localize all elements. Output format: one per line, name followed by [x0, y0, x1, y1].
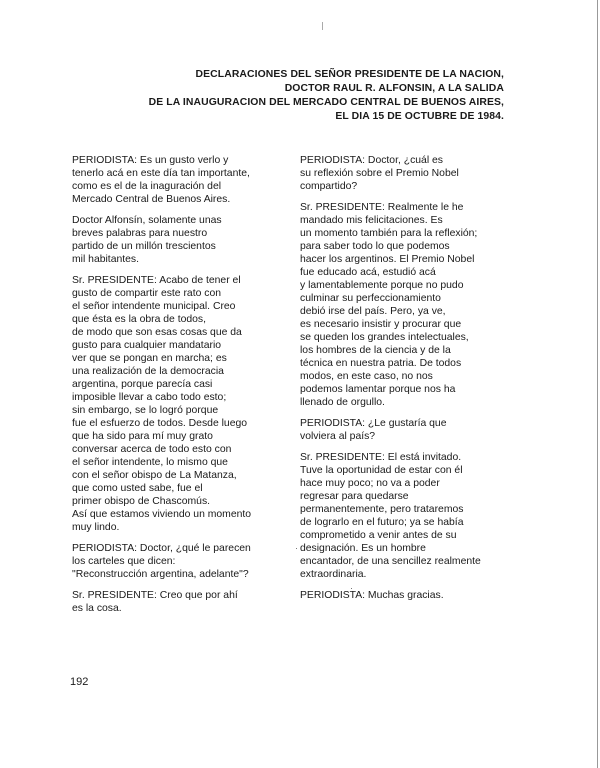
title-line-3: DE LA INAUGURACION DEL MERCADO CENTRAL DE BUENOS AIRES,	[148, 97, 504, 108]
text-line: Doctor Alfonsín, solamente unas	[72, 215, 222, 226]
text-line: de lograrlo en el futuro; ya se había	[300, 517, 464, 528]
text-line: debió irse del país. Pero, ya ve,	[300, 306, 446, 317]
text-line: partido de un millón trescientos	[72, 241, 216, 252]
text-line: Mercado Central de Buenos Aires.	[72, 194, 231, 205]
text-line: técnica en nuestra patria. De todos	[300, 358, 462, 369]
text-line: el señor intendente municipal. Creo	[72, 301, 236, 312]
text-line: una realización de la democracia	[72, 366, 224, 377]
right-column	[300, 154, 500, 610]
text-line: tenerlo acá en este día tan importante,	[72, 168, 250, 179]
text-line: modos, en este caso, no nos	[300, 371, 433, 382]
text-line: Sr. PRESIDENTE: Realmente le he	[300, 202, 464, 213]
paragraph	[72, 542, 272, 581]
text-line: imposible llevar a cabo todo esto;	[72, 392, 227, 403]
scan-speck	[296, 548, 297, 549]
text-line: Así que estamos viviendo un momento	[72, 509, 252, 520]
paragraph	[300, 417, 500, 443]
text-line: PERIODISTA: Doctor, ¿cuál es	[300, 155, 444, 166]
scan-speck	[351, 588, 352, 589]
text-line: que ha sido para mí muy grato	[72, 431, 213, 442]
text-line: se queden los grandes intelectuales,	[300, 332, 469, 343]
text-line: Sr. PRESIDENTE: Creo que por ahí	[72, 590, 238, 601]
text-line: fue el esfuerzo de todos. Desde luego	[72, 418, 248, 429]
text-line: de modo que son esas cosas que da	[72, 327, 242, 338]
text-line: culminar su perfeccionamiento	[300, 293, 441, 304]
scan-mark	[322, 22, 323, 30]
paragraph	[300, 154, 500, 193]
paragraph	[300, 589, 500, 602]
text-line: con el señor obispo de La Matanza,	[72, 470, 237, 481]
paragraph	[300, 201, 500, 409]
page-edge	[597, 0, 598, 768]
text-line: PERIODISTA: ¿Le gustaría que	[300, 418, 447, 429]
text-line: mil habitantes.	[72, 254, 139, 265]
text-line: volviera al país?	[300, 431, 376, 442]
text-line: Sr. PRESIDENTE: El está invitado.	[300, 452, 462, 463]
text-line: es la cosa.	[72, 603, 122, 614]
document-title	[64, 68, 504, 124]
page-number: 192	[70, 676, 89, 688]
text-line: un momento también para la reflexión;	[300, 228, 478, 239]
paragraph	[72, 589, 272, 615]
paragraph	[72, 214, 272, 266]
text-line: hace muy poco; no va a poder	[300, 478, 440, 489]
text-line: hacer los argentinos. El Premio Nobel	[300, 254, 475, 265]
text-line: es necesario insistir y procurar que	[300, 319, 462, 330]
text-line: designación. Es un hombre	[300, 543, 426, 554]
left-column	[72, 154, 272, 623]
text-line: Sr. PRESIDENTE: Acabo de tener el	[72, 275, 241, 286]
title-line-2: DOCTOR RAUL R. ALFONSIN, A LA SALIDA	[284, 83, 504, 94]
text-line: encantador, de una sencillez realmente	[300, 556, 481, 567]
text-line: los hombres de la ciencia y de la	[300, 345, 451, 356]
text-line: PERIODISTA: Muchas gracias.	[300, 590, 444, 601]
text-line: sin embargo, se lo logró porque	[72, 405, 219, 416]
text-line: muy lindo.	[72, 522, 120, 533]
text-line: el señor intendente, lo mismo que	[72, 457, 228, 468]
text-line: primer obispo de Chascomús.	[72, 496, 211, 507]
paragraph	[300, 451, 500, 581]
title-line-4: EL DIA 15 DE OCTUBRE DE 1984.	[335, 111, 504, 122]
paragraph	[72, 274, 272, 534]
text-line: Tuve la oportunidad de estar con él	[300, 465, 463, 476]
text-line: extraordinaria.	[300, 569, 367, 580]
text-line: como es el de la inaguración del	[72, 181, 222, 192]
text-line: que ésta es la obra de todos,	[72, 314, 207, 325]
text-line: mandado mis felicitaciones. Es	[300, 215, 443, 226]
text-line: su reflexión sobre el Premio Nobel	[300, 168, 459, 179]
text-line: conversar acerca de todo esto con	[72, 444, 232, 455]
text-line: argentina, porque parecía casi	[72, 379, 213, 390]
text-line: PERIODISTA: Es un gusto verlo y	[72, 155, 229, 166]
text-line: PERIODISTA: Doctor, ¿qué le parecen	[72, 543, 251, 554]
title-line-1: DECLARACIONES DEL SEÑOR PRESIDENTE DE LA NACION,	[195, 69, 504, 80]
text-line: comprometido a venir antes de su	[300, 530, 457, 541]
text-line: podemos lamentar porque nos ha	[300, 384, 456, 395]
text-line: para saber todo lo que podemos	[300, 241, 450, 252]
text-line: fue educado acá, estudió acá	[300, 267, 436, 278]
text-line: breves palabras para nuestro	[72, 228, 208, 239]
text-line: gusto de compartir este rato con	[72, 288, 222, 299]
text-line: y lamentablemente porque no pudo	[300, 280, 464, 291]
text-line: "Reconstrucción argentina, adelante"?	[72, 569, 249, 580]
text-line: que como usted sabe, fue el	[72, 483, 203, 494]
text-line: permanentemente, pero trataremos	[300, 504, 464, 515]
text-line: gusto para cualquier mandatario	[72, 340, 222, 351]
paragraph	[72, 154, 272, 206]
text-line: compartido?	[300, 181, 358, 192]
text-line: los carteles que dicen:	[72, 556, 176, 567]
text-line: ver que se pongan en marcha; es	[72, 353, 227, 364]
text-line: regresar para quedarse	[300, 491, 409, 502]
text-line: llenado de orgullo.	[300, 397, 385, 408]
